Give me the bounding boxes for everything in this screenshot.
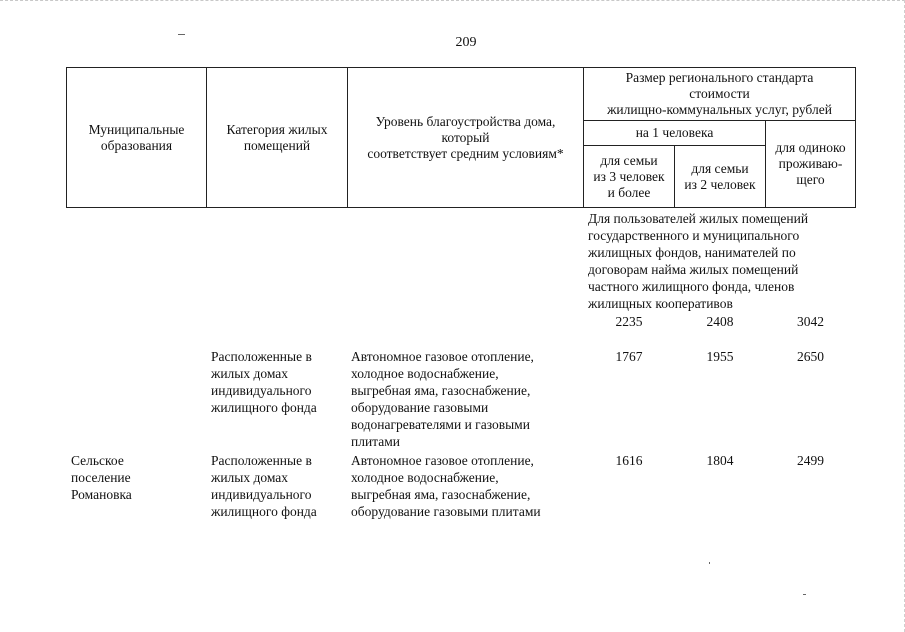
header-family-2: для семьи из 2 человек: [674, 145, 766, 208]
scan-speck: [178, 34, 185, 35]
value-family-2: 1804: [706, 453, 734, 468]
row-improvement-level: Автономное газовое отопление, холодное водоснабжение, выгребная яма, газоснабжение, оборудование газовыми водонагревателями и газовыми плитами: [351, 349, 534, 449]
header-category: Категория жилых помещений: [206, 67, 348, 208]
value-single-resident: 2499: [797, 453, 824, 468]
header-regional-standard: Размер регионального стандарта стоимости жилищно-коммунальных услуг, рублей: [583, 67, 856, 121]
value-family-3-plus: 2235: [615, 314, 643, 329]
header-family-3-plus: для семьи из 3 человек и более: [583, 145, 675, 208]
value-family-3-plus: 1616: [615, 453, 643, 468]
page-number: 209: [455, 35, 477, 50]
row-category: Расположенные в жилых домах индивидуального жилищного фонда: [211, 453, 317, 519]
header-improvement-level: Уровень благоустройства дома, который соответствует средним условиям*: [347, 67, 584, 208]
value-family-2: 1955: [706, 349, 734, 364]
scan-speck: [803, 594, 806, 595]
scan-edge-top: [0, 0, 905, 1]
value-single-resident: 2650: [797, 349, 824, 364]
value-family-2: 2408: [706, 314, 734, 329]
value-single-resident: 3042: [797, 314, 824, 329]
row-municipality: Сельское поселение Романовка: [71, 453, 132, 502]
users-category-note: Для пользователей жилых помещений государственного и муниципального жилищных фондов, нанимателей по договорам найма жилых помещений частного жилищного фонда, членов жилищных кооперативов: [588, 211, 809, 311]
row-category: Расположенные в жилых домах индивидуального жилищного фонда: [211, 349, 317, 415]
value-family-3-plus: 1767: [615, 349, 643, 364]
scan-speck: [709, 562, 710, 564]
header-single-resident: для одиноко проживаю- щего: [765, 120, 856, 208]
header-per-person: на 1 человека: [583, 120, 766, 146]
row-improvement-level: Автономное газовое отопление, холодное водоснабжение, выгребная яма, газоснабжение, оборудование газовыми плитами: [351, 453, 541, 519]
header-municipal: Муниципальные образования: [66, 67, 207, 208]
